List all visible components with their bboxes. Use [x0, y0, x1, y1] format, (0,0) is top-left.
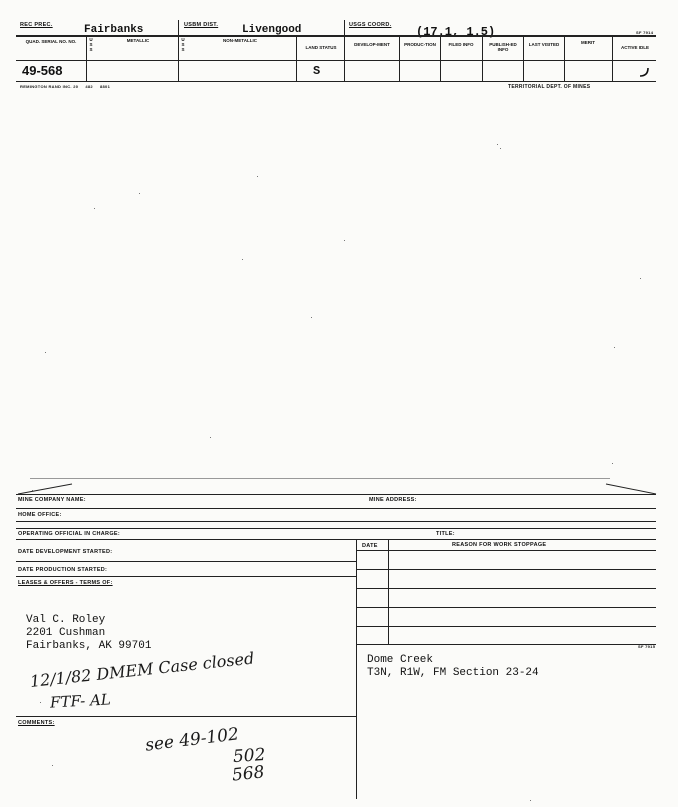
land-status-value: S: [313, 64, 321, 78]
col-published-info: PUBLISH-ED INFO: [489, 42, 517, 52]
date-production-label: DATE PRODUCTION STARTED:: [18, 567, 108, 573]
col-quad-serial: QUAD. SERIAL NO. NO.: [25, 39, 77, 44]
col-active-idle: ACTIVE IDLE: [620, 45, 649, 50]
usgs-coord-value: (17.1, 1.5): [416, 25, 496, 39]
comments-label: COMMENTS:: [18, 720, 55, 726]
mine-company-name-label: MINE COMPANY NAME:: [18, 497, 86, 503]
mine-address-label: MINE ADDRESS:: [369, 497, 417, 503]
usbm-dist-label: USBM DIST.: [184, 22, 219, 28]
location-creek: Dome Creek: [367, 654, 434, 666]
location-section: T3N, R1W, FM Section 23-24: [367, 667, 539, 679]
form-code-bottom: SF 7915: [638, 644, 656, 649]
serial-number: 49-568: [22, 63, 63, 78]
territorial-dept: TERRITORIAL DEPT. OF MINES: [508, 84, 591, 90]
col-land-status: LAND STATUS: [305, 45, 337, 50]
col-uss-right: U S S: [181, 37, 185, 52]
rec-prec-value: Fairbanks: [84, 24, 144, 36]
form-code-top: SF 7914: [636, 30, 654, 35]
date-column-header: DATE: [362, 543, 378, 549]
owner-street: 2201 Cushman: [26, 627, 106, 639]
col-production: PRODUC-TION: [404, 42, 436, 47]
date-development-label: DATE DEVELOPMENT STARTED:: [18, 549, 113, 555]
handwritten-ref-568: 568: [231, 762, 266, 786]
col-last-visited: LAST VISITED: [528, 42, 560, 47]
rec-prec-label: REC PREC.: [20, 22, 53, 28]
active-idle-mark: [636, 62, 654, 80]
operating-official-label: OPERATING OFFICIAL IN CHARGE:: [18, 531, 120, 537]
col-filed-info: FILED INFO: [448, 42, 474, 47]
col-metallic: METALLIC: [126, 38, 150, 43]
col-development: DEVELOP-MENT: [354, 42, 390, 47]
handwritten-see-ref: see 49-102: [144, 724, 240, 756]
printer-line: REMINGTON RAND INC. 20 482 8801: [20, 84, 111, 89]
reason-column-header: REASON FOR WORK STOPPAGE: [452, 542, 547, 548]
title-label: TITLE:: [436, 531, 455, 537]
handwritten-ftf: FTF- AL: [49, 690, 112, 712]
owner-city: Fairbanks, AK 99701: [26, 640, 152, 652]
usbm-dist-value: Livengood: [242, 24, 302, 36]
col-merit: MERIT: [581, 40, 595, 45]
owner-name: Val C. Roley: [26, 614, 106, 626]
handwritten-ref-502: 502: [232, 744, 267, 768]
col-non-metallic: NON-METALLIC: [223, 38, 257, 43]
leases-offers-label: LEASES & OFFERS - TERMS OF:: [18, 580, 113, 586]
col-uss-left: U S S: [89, 37, 93, 52]
usgs-coord-label: USGS COORD.: [349, 22, 392, 28]
handwritten-case-closed: 12/1/82 DMEM Case closed: [29, 648, 256, 691]
home-office-label: HOME OFFICE:: [18, 512, 62, 518]
